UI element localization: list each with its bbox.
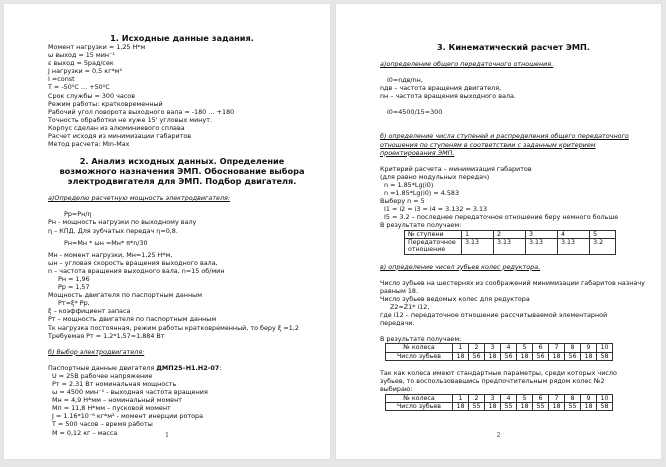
stages-table [404, 230, 616, 255]
explanation-lines [48, 251, 316, 275]
table-cell: 9 [581, 344, 597, 352]
text-line: Pн - мощность нагрузки по выходному валу [48, 218, 197, 227]
document-page-2 [336, 4, 661, 459]
standard-text: Так как колеса имеют стандартные параметры, среди которых число зубьев, то воспользовавшись предпочтительным рядом колес №2 выбираю: [380, 369, 617, 394]
table-cell: 18 [549, 352, 565, 360]
table-row [405, 238, 616, 254]
table-cell: 3 [526, 230, 558, 238]
text-line: Режим работы: кратковременный [48, 99, 163, 108]
explanation-lines [48, 218, 316, 234]
text-line: ε выход = 5рад/сек [48, 59, 114, 68]
text-line: Момент нагрузки = 1,25 Н*м [48, 43, 146, 51]
text-line: Метод расчета: Min-Max [48, 140, 130, 149]
text-line: Срок службы = 300 часов [48, 91, 135, 100]
text-line: Расчет исходя из минимизации габаритов [48, 132, 192, 141]
table-cell: 55 [469, 402, 485, 410]
table-cell: 56 [533, 352, 549, 360]
last-ratio-line: I5 = 3.2 – последнее передаточное отношение беру немного больше [384, 213, 619, 222]
formula-pn: Pн=Mн * ωн =Mн* π*n/30 [64, 238, 148, 247]
text-line: T = -50⁰С … +50⁰С [48, 83, 110, 92]
text-line: Критерий расчета – минимизация габаритов [380, 164, 532, 173]
table-cell: 5 [590, 230, 616, 238]
formula-pt: Pт=ξ* Pр, [58, 299, 90, 308]
table-cell: 18 [485, 402, 501, 410]
table-cell: 2 [469, 344, 485, 352]
table-cell: 58 [597, 402, 613, 410]
table-cell: 3.13 [526, 238, 558, 254]
table-row [405, 230, 616, 238]
formula-pr: Pр=Pн/η [64, 210, 92, 219]
section-1-heading: 1. Исходные данные задания. [110, 33, 254, 43]
table-row [386, 344, 613, 352]
page-2-content [380, 42, 647, 411]
explanation-lines [380, 165, 647, 181]
table-cell: 7 [549, 344, 565, 352]
teeth-table-1 [385, 343, 613, 361]
table-cell: 3.13 [494, 238, 526, 254]
text-line: nдв – частота вращения двигателя, [380, 84, 502, 93]
formula-z: Z2=Z1* i12, [390, 303, 430, 312]
table-cell: 3.2 [590, 238, 616, 254]
table-cell: 18 [517, 402, 533, 410]
text-line: Pт = 2.31 Вт номинальная мощность [52, 380, 177, 388]
table-cell: 3 [485, 344, 501, 352]
pr-value: Pр = 1,57 [58, 283, 90, 292]
table-cell: 6 [533, 344, 549, 352]
text-line: Число зубьев ведомых колес для редуктора [380, 295, 530, 303]
table-cell: 4 [501, 394, 517, 402]
row-label-cell: № колеса [386, 344, 453, 352]
row-label-cell: Передаточное отношение [405, 238, 462, 254]
subsection-b-heading: б) определение числа ступеней и распределения общего передаточного отношения по ступеням в соответствии с заданным критерием проектирования ЭМП. [380, 132, 629, 157]
text-line: nн – частота вращения выходного вала. [380, 92, 516, 101]
subsection-c-heading: в) определение чисел зубьев колес редуктора. [380, 262, 541, 271]
text-line: Mн = 4,9 Н*мм – номинальный момент [52, 396, 183, 405]
table-cell: 6 [533, 394, 549, 402]
table-cell: 1 [453, 394, 469, 402]
text-line: ω = 4500 мин⁻¹ - выходная частота вращения [52, 388, 208, 397]
choose-n: Выберу n = 5 [380, 197, 425, 206]
subsection-b-heading: б) Выбор электродвигателя: [48, 347, 145, 356]
table-cell: 55 [565, 402, 581, 410]
row-label-cell: Число зубьев [386, 352, 453, 360]
document-page-1 [4, 4, 330, 459]
motor-specs-list [48, 372, 316, 437]
text-line: J = 1.16*10⁻⁶ кг*м² - момент инерции ротора [52, 412, 203, 421]
table-cell: 10 [597, 394, 613, 402]
table-cell: 18 [453, 352, 469, 360]
table-cell: 56 [565, 352, 581, 360]
table-cell: 18 [581, 402, 597, 410]
text-line: (для равно модульных передач) [380, 172, 490, 181]
text-line: U = 25В рабочее напряжение [52, 371, 153, 380]
table-cell: 18 [549, 402, 565, 410]
subsection-a-heading: а)Определю расчетную мощность электродвигателя: [48, 194, 231, 203]
explanation-lines [380, 279, 647, 303]
text-line: η – КПД. Для зубчатых передач η=0,8. [48, 226, 178, 235]
page-1-content [48, 33, 316, 437]
page-number: 1 [165, 432, 169, 439]
text-line: n – частота вращения выходного вала, n=15 об/мин [48, 266, 225, 275]
motor-model: ДМП25–Н1.Н2-07 [156, 363, 220, 372]
table-cell: 5 [517, 344, 533, 352]
section-3-heading: 3. Кинематический расчет ЭМП. [436, 42, 591, 52]
table-cell: 3.13 [558, 238, 590, 254]
table-cell: 4 [558, 230, 590, 238]
result-label: В результате получаем: [380, 335, 462, 344]
table-cell: 1 [453, 344, 469, 352]
teeth-table-2 [385, 394, 613, 412]
section-2-heading: 2. Анализ исходных данных. Определение возможного назначения ЭМП. Обоснование выбора электродвигателя для ЭМП. Подбор двигателя. [59, 156, 305, 187]
page-number: 2 [496, 432, 501, 439]
i0-value: i0=4500/15=300 [387, 108, 443, 117]
text-line: Mн - момент нагрузки, Mн=1,25 Н*м, [48, 250, 173, 259]
pn-value: Pн = 1,96 [58, 274, 90, 283]
table-cell: 8 [565, 344, 581, 352]
text-line: Mп = 11,8 Н*мм – пусковой момент [52, 404, 171, 413]
row-label-cell: Число зубьев [386, 402, 453, 410]
motor-power-label: Мощность двигателя по паспортным данным [48, 291, 203, 300]
text-line: Корпус сделан из алюминиевого сплава [48, 123, 185, 132]
text-line: Требуемая Pт = 1,2*1,57=1,884 Вт [48, 331, 165, 340]
table-cell: 18 [453, 402, 469, 410]
table-cell: 10 [597, 344, 613, 352]
text-line: Pт – мощность двигателя по паспортным данным [48, 315, 217, 324]
text-line: M = 0,12 кг – масса [52, 428, 118, 437]
explanation-lines [380, 84, 647, 100]
ratios-line: I1 = i2 = i3 = i4 = 3.132 = 3.13 [384, 205, 488, 214]
table-cell: 5 [517, 394, 533, 402]
text-line: ξ – коэффициент запаса [48, 307, 131, 316]
row-label-cell: № ступени [405, 230, 462, 238]
formula-n2: n =1.85*Lg(i0) = 4.583 [384, 189, 460, 198]
table-cell: 56 [469, 352, 485, 360]
table-cell: 18 [517, 352, 533, 360]
table-cell: 2 [469, 394, 485, 402]
table-cell: 55 [501, 402, 517, 410]
table-row [386, 394, 613, 402]
subsection-a-heading: а)определение общего передаточного отношения. [380, 60, 554, 68]
result-label: В результате получаем: [380, 221, 462, 230]
motor-intro: Паспортные данные двигателя ДМП25–Н1.Н2-07: [48, 363, 222, 372]
table-cell: 9 [581, 394, 597, 402]
text-line: J нагрузки = 0,5 кг*м² [48, 67, 123, 76]
table-row [386, 352, 613, 360]
table-cell: 7 [549, 394, 565, 402]
text-line: Число зубьев на шестернях из соображений минимизации габаритов назначу равным 18. [380, 278, 645, 295]
table-cell: 8 [565, 394, 581, 402]
table-cell: 56 [501, 352, 517, 360]
explanation-line: где i12 – передаточное отношение рассчитываемой элементарной передачи. [380, 311, 608, 328]
table-cell: 3 [485, 394, 501, 402]
formula-i0: i0=nдв/nн, [387, 76, 423, 85]
table-cell: 18 [581, 352, 597, 360]
table-cell: 3.13 [462, 238, 494, 254]
table-cell: 4 [501, 344, 517, 352]
table-cell: 55 [533, 402, 549, 410]
formula-n1: n = 1.85*Lg(i0) [384, 180, 434, 189]
table-cell: 2 [494, 230, 526, 238]
table-row [386, 402, 613, 410]
text-line: ωн – угловая скорость вращения выходного вала, [48, 258, 218, 267]
text-line: Тк нагрузка постоянная, режим работы кратковременный, то беру ξ =1,2 [48, 323, 299, 332]
table-cell: 1 [462, 230, 494, 238]
table-cell: 18 [485, 352, 501, 360]
text-line: Точность обработки не хуже 15' угловых минут. [48, 115, 212, 124]
row-label-cell: № колеса [386, 394, 453, 402]
table-cell: 58 [597, 352, 613, 360]
task-specs-list [48, 43, 316, 148]
text-line: I =const [48, 75, 75, 84]
text-line: Рабочий угол поворота выходного вала = -180 … +180 [48, 107, 235, 116]
explanation-lines [48, 307, 316, 339]
text-line: T = 500 часов – время работы [52, 420, 153, 429]
text-line: ω выход = 15 мин⁻¹ [48, 51, 115, 60]
